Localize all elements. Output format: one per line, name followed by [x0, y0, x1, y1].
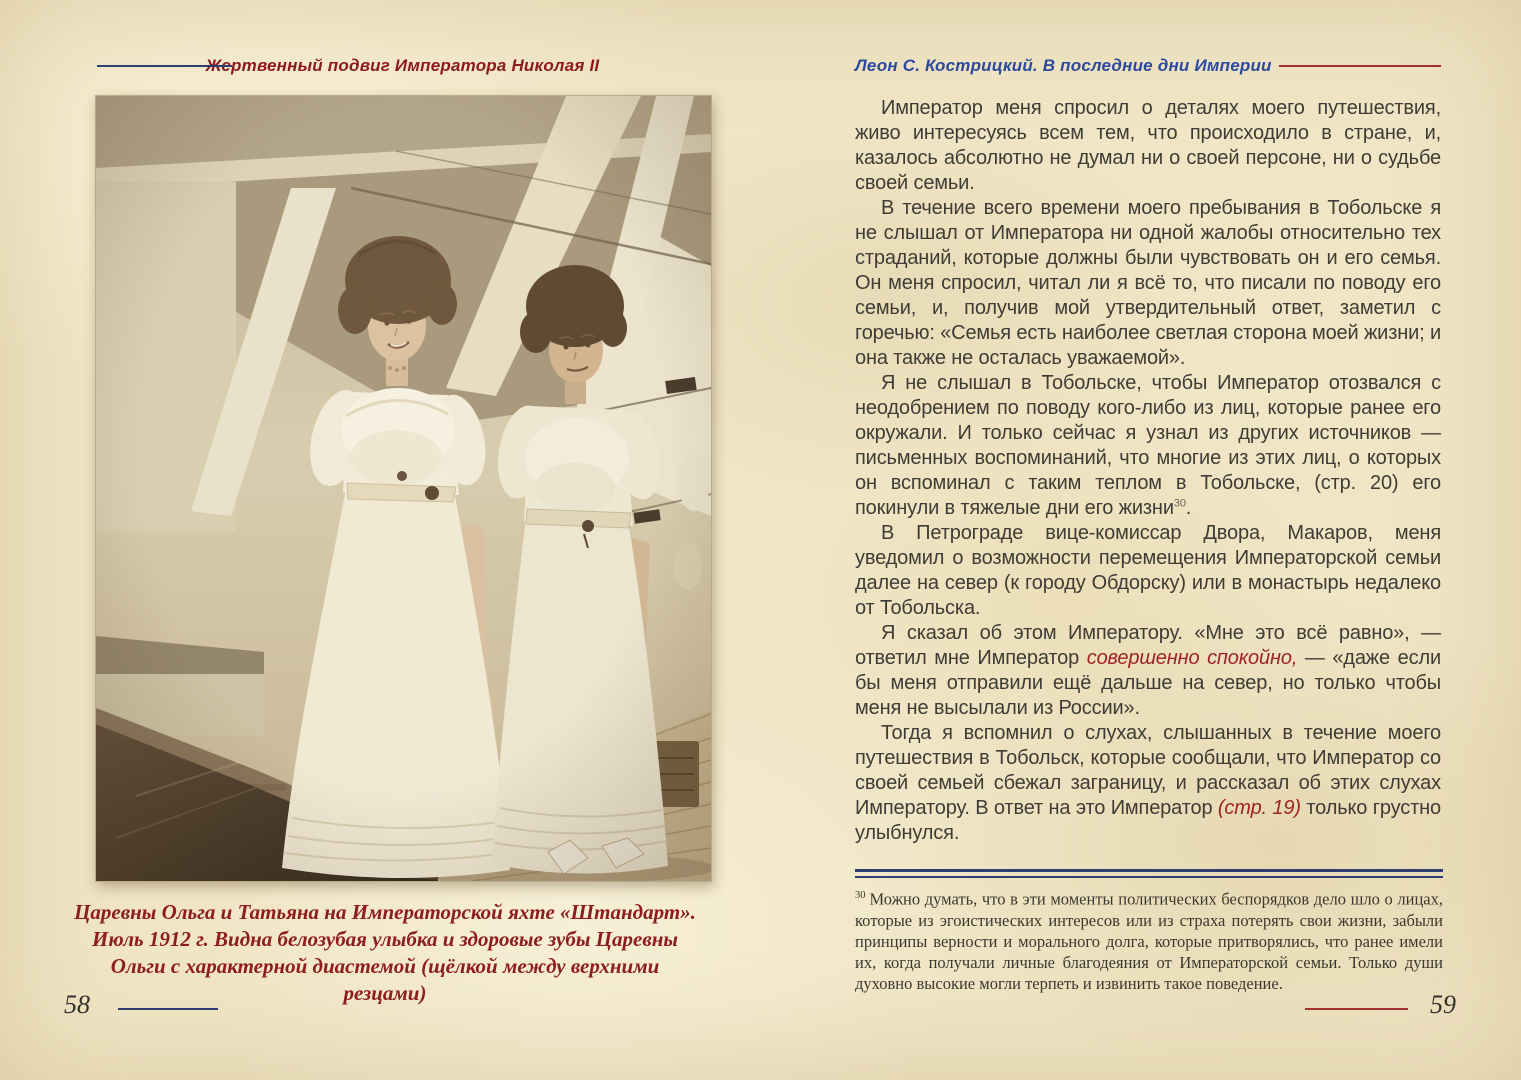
- photo-tsarevnas-olga-tatiana: [95, 95, 712, 882]
- paragraph-2: [855, 196, 1441, 371]
- footnote-separator: [855, 869, 1443, 878]
- paragraph-4: [855, 521, 1441, 621]
- emphasis-red: совершенно спокойно,: [1086, 647, 1298, 669]
- photo-caption-line-3: Ольги с характерной диастемой (щёлкой между верхними резцами): [110, 954, 660, 1005]
- folio-rule-navy: [118, 1008, 218, 1010]
- footnote-reference-30: 30: [1173, 497, 1186, 510]
- text-segment: В Петрограде вице-комиссар Двора, Макаров, меня уведомил о возможности перемещения Императорской семьи далее на север (к городу Обдорску) или в монастырь недалеко от Тобольска.: [855, 522, 1441, 619]
- page-number-right: 59: [1430, 990, 1456, 1019]
- photo-illustration: [96, 96, 711, 881]
- photo-caption-line-2: Июль 1912 г. Видна белозубая улыбка и здоровые зубы Царевны: [92, 927, 678, 951]
- text-segment: Тогда я вспомнил о слухах, слышанных в течение моего путешествия в Тобольск, которые сообщали, что Император со своей семьей сбежал заграницу, и рассказал об этих слухах Императору. В ответ на это Император: [855, 722, 1441, 819]
- header-rule-red: [1279, 65, 1441, 67]
- text-segment: Император меня спросил о деталях моего путешествия, живо интересуясь всем тем, что происходило в стране, и, казалось абсолютно не думал ни о своей персоне, ни о судьбе своей семьи.: [855, 97, 1441, 194]
- page-number-left: 58: [64, 990, 90, 1019]
- running-head-left-title: Жертвенный подвиг Императора Николая II: [205, 56, 600, 75]
- running-head-right-title: Леон С. Кострицкий. В последние дни Империи: [855, 56, 1272, 75]
- text-segment: В течение всего времени моего пребывания в Тобольске я не слышал от Императора ни одной жалобы относительно тех страданий, которые должны были чувствовать он и его семья. Он меня спросил, читал ли я всё то, что писали по поводу его семьи, и, получив мой утвердительный ответ, заметил с горечью: «Семья есть наиболее светлая сторона моей жизни; и она также не осталась уважаемой».: [855, 197, 1441, 369]
- text-segment: — «даже если бы меня отправили ещё дальше на север, но только чтобы меня не высылали из России».: [855, 647, 1441, 719]
- footnote: [855, 885, 1443, 994]
- text-segment: только грустно улыбнулся.: [855, 797, 1442, 844]
- paragraph-3: [855, 371, 1441, 521]
- photo-caption: [72, 899, 698, 1007]
- running-head-left: [95, 52, 710, 80]
- footnote-text: Можно думать, что в эти моменты политических беспорядков дело шло о лицах, которые из эгоистических интересов или из страха потерять свои жизни, забыли принципы верности и морального долга, которые притворялись, что ранее имели их, когда получали личные благодеяния от Императорской семьи. Только души духовно высокие могли терпеть и извинить такое поведение.: [855, 889, 1443, 993]
- running-head-right: [855, 52, 1441, 80]
- text-segment: Я не слышал в Тобольске, чтобы Император отозвался с неодобрением по поводу кого-либо из лиц, которые ранее его окружали. И только сейчас я узнал из других источников — письменных воспоминаний, что многие из этих лиц, о которых он вспоминал с таким теплом в Тобольске, (стр. 20) его покинули в тяжелые дни его жизни: [855, 372, 1441, 519]
- folio-rule-red: [1305, 1008, 1408, 1010]
- page-reference-red: (стр. 19): [1217, 797, 1301, 819]
- text-segment: Я сказал об этом Императору. «Мне это всё равно», — ответил мне Император: [855, 622, 1441, 669]
- text-segment: .: [1185, 497, 1192, 519]
- paragraph-5: [855, 621, 1441, 721]
- paragraph-6: [855, 721, 1441, 846]
- body-text: [855, 96, 1441, 846]
- footnote-marker: 30: [855, 890, 866, 901]
- header-rule-navy: [97, 65, 232, 67]
- paragraph-1: [855, 96, 1441, 196]
- photo-caption-line-1: Царевны Ольга и Татьяна на Императорской яхте «Штандарт».: [74, 900, 696, 924]
